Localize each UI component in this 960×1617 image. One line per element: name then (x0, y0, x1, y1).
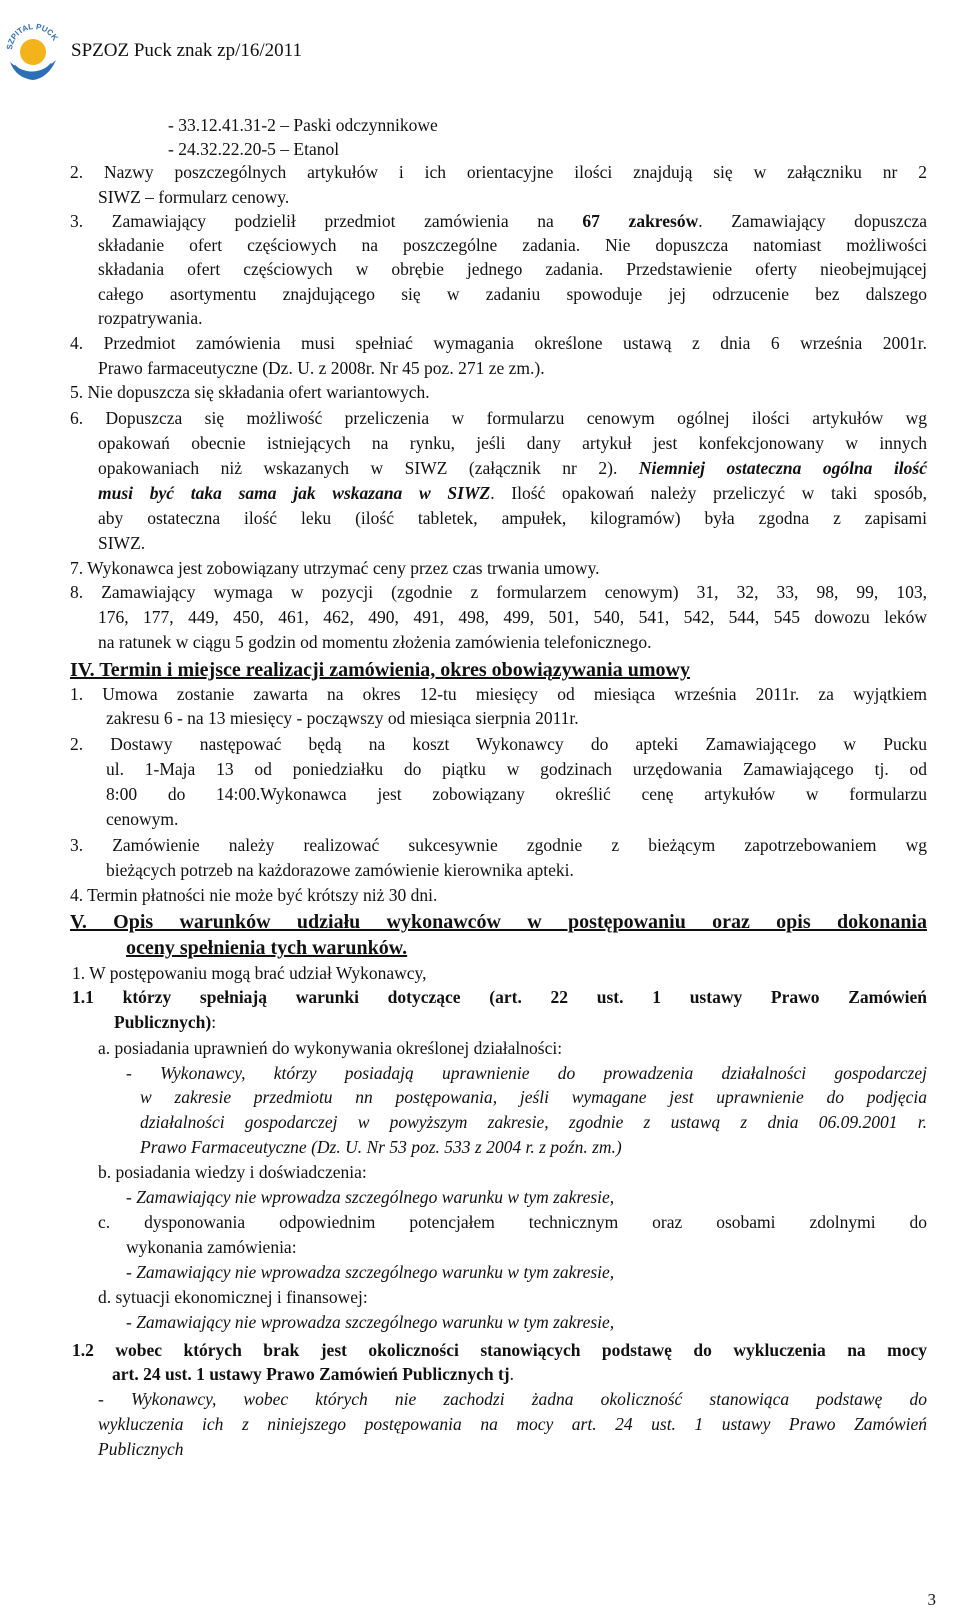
text-segment: - Wykonawcy, wobec których nie zachodzi żadna okoliczność stanowiąca podstawę do (98, 1389, 927, 1409)
text-line (126, 1262, 614, 1282)
text-line (70, 684, 927, 704)
text-line (70, 162, 927, 182)
text-line (70, 885, 437, 905)
text-segment: na ratunek w ciągu 5 godzin od momentu złożenia zamówienia telefonicznego. (98, 632, 652, 652)
text-segment: 1. Umowa zostanie zawarta na okres 12-tu miesięcy od miesiąca września 2011r. za wyjątkiem (70, 684, 927, 704)
text-segment: 1.1 którzy spełniają warunki dotyczące (art. 22 ust. 1 ustawy Prawo Zamówień (72, 987, 927, 1007)
text-segment: 67 zakresów (582, 211, 699, 231)
text-line (98, 533, 145, 553)
text-line (70, 211, 927, 231)
text-segment: wykluczenia ich z niniejszego postępowania na mocy art. 24 ust. 1 ustawy Prawo Zamówień (98, 1414, 927, 1434)
text-segment: Publicznych (98, 1439, 184, 1459)
logo-text: SZPITAL PUCK (4, 22, 60, 51)
text-segment: b. posiadania wiedzy i doświadczenia: (98, 1162, 367, 1182)
text-segment: Niemniej ostateczna ogólna ilość (638, 458, 927, 478)
text-line (70, 582, 927, 602)
text-segment: 8:00 do 14:00.Wykonawca jest zobowiązany określić cenę artykułów w formularzu (106, 784, 927, 804)
header-title: SPZOZ Puck znak zp/16/2011 (71, 40, 302, 61)
text-line (98, 308, 202, 328)
text-line (98, 259, 927, 279)
text-line (126, 1187, 614, 1207)
text-line (98, 1389, 927, 1409)
text-line (98, 1162, 367, 1182)
text-line (72, 987, 927, 1007)
page-header (0, 0, 960, 92)
text-segment: SIWZ – formularz cenowy. (98, 187, 290, 207)
text-line (126, 1237, 297, 1257)
page-number: 3 (927, 1590, 936, 1609)
text-line (98, 235, 927, 255)
text-segment: składania ofert częściowych w obrębie jednego zadania. Przedstawienie oferty nieobejmującej (98, 259, 927, 279)
text-line (140, 1137, 622, 1157)
text-segment: składanie ofert częściowych na poszczególne zadania. Nie dopuszcza natomiast możliwości (98, 235, 927, 255)
text-segment: - 33.12.41.31-2 – Paski odczynnikowe (168, 115, 438, 135)
text-line (70, 910, 927, 934)
text-segment: - 24.32.22.20-5 – Etanol (168, 139, 340, 159)
text-line (98, 1287, 368, 1307)
text-line (98, 358, 545, 378)
text-line (140, 1112, 927, 1132)
text-segment: 176, 177, 449, 450, 461, 462, 490, 491, 498, 499, 501, 540, 541, 542, 544, 545 dowozu leków (98, 607, 927, 627)
text-line (126, 1063, 927, 1083)
text-segment: d. sytuacji ekonomicznej i finansowej: (98, 1287, 368, 1307)
text-segment: wykonania zamówienia: (126, 1237, 297, 1257)
text-segment: Prawo farmaceutyczne (Dz. U. z 2008r. Nr 45 poz. 271 ze zm.). (98, 358, 545, 378)
text-line (98, 483, 927, 503)
text-line (106, 708, 579, 728)
text-line (140, 1087, 927, 1107)
text-line (98, 284, 927, 304)
text-line (98, 1439, 184, 1459)
text-line (168, 139, 339, 159)
text-segment: opakowaniach niż wskazanych w SIWZ (załącznik nr 2). (98, 458, 639, 478)
text-line (112, 1364, 514, 1384)
text-line (70, 658, 813, 682)
text-segment: Publicznych) (114, 1012, 212, 1032)
text-line (114, 1012, 216, 1032)
text-segment: cenowym. (106, 809, 179, 829)
text-segment: 5. Nie dopuszcza się składania ofert wariantowych. (70, 382, 430, 402)
text-line (98, 1414, 927, 1434)
text-line (98, 632, 651, 652)
text-line (126, 1312, 614, 1332)
text-segment: 1.2 wobec których brak jest okoliczności stanowiących podstawę do wykluczenia na mocy (72, 1340, 927, 1360)
text-line (106, 809, 178, 829)
text-line (168, 115, 438, 135)
text-line (70, 408, 927, 428)
text-line (98, 508, 927, 528)
text-line (72, 1340, 927, 1360)
text-segment: - Wykonawcy, którzy posiadają uprawnienie do prowadzenia działalności gospodarczej (126, 1063, 927, 1083)
text-segment: musi być taka sama jak wskazana w SIWZ (98, 483, 491, 503)
text-segment: a. posiadania uprawnień do wykonywania określonej działalności: (98, 1038, 563, 1058)
text-segment: 4. Przedmiot zamówienia musi spełniać wymagania określone ustawą z dnia 6 września 2001r. (70, 333, 927, 353)
text-segment: rozpatrywania. (98, 308, 203, 328)
text-line (106, 860, 574, 880)
text-segment: 3. Zamówienie należy realizować sukcesywnie zgodnie z bieżącym zapotrzebowaniem wg (70, 835, 927, 855)
text-segment: V. Opis warunków udziału wykonawców w postępowaniu oraz opis dokonania (70, 911, 927, 933)
text-segment: c. dysponowania odpowiednim potencjałem technicznym oraz osobami zdolnymi do (98, 1212, 927, 1232)
text-line (106, 759, 927, 779)
text-line (70, 734, 927, 754)
text-segment: 8. Zamawiający wymaga w pozycji (zgodnie z formularzem cenowym) 31, 32, 33, 98, 99, 103, (70, 582, 927, 602)
text-segment: . (509, 1364, 514, 1384)
text-line (70, 382, 430, 402)
text-segment: bieżących potrzeb na każdorazowe zamówienie kierownika apteki. (106, 860, 574, 880)
text-segment: Prawo Farmaceutyczne (Dz. U. Nr 53 poz. 533 z 2004 r. z poźn. zm.) (140, 1137, 622, 1157)
text-segment: : (211, 1012, 217, 1032)
text-segment: - Zamawiający nie wprowadza szczególnego warunku w tym zakresie, (126, 1312, 615, 1332)
text-segment: . Ilość opakowań należy przeliczyć w taki sposób, (490, 483, 927, 503)
text-segment: działalności gospodarczej w powyższym zakresie, zgodnie z ustawą z dnia 06.09.2001 r. (140, 1112, 927, 1132)
text-line (98, 1038, 562, 1058)
text-line (126, 936, 407, 960)
text-segment: - Zamawiający nie wprowadza szczególnego warunku w tym zakresie, (126, 1262, 615, 1282)
text-line (70, 333, 927, 353)
text-segment: 3. Zamawiający podzielił przedmiot zamówienia na (70, 211, 583, 231)
text-segment: zakresu 6 - na 13 miesięcy - począwszy od miesiąca sierpnia 2011r. (106, 708, 579, 728)
text-segment: aby ostateczna ilość leku (ilość tabletek, ampułek, kilogramów) była zgodna z zapisami (98, 508, 927, 528)
text-segment: - Zamawiający nie wprowadza szczególnego warunku w tym zakresie, (126, 1187, 615, 1207)
text-segment: 1. W postępowaniu mogą brać udział Wykonawcy, (72, 963, 427, 983)
text-segment: oceny spełnienia tych warunków. (126, 937, 408, 959)
text-segment: ul. 1-Maja 13 od poniedziałku do piątku w godzinach urzędowania Zamawiającego tj. od (106, 759, 927, 779)
text-line (70, 558, 600, 578)
text-segment: 7. Wykonawca jest zobowiązany utrzymać ceny przez czas trwania umowy. (70, 558, 600, 578)
text-line (98, 607, 927, 627)
text-segment: 2. Nazwy poszczególnych artykułów i ich orientacyjne ilości znajdują się w załączniku nr 2 (70, 162, 927, 182)
text-segment: IV. Termin i miejsce realizacji zamówienia, okres obowiązywania umowy (70, 659, 690, 681)
text-segment: 6. Dopuszcza się możliwość przeliczenia w formularzu cenowym ogólnej ilości artykułów wg (70, 408, 927, 428)
text-line (98, 187, 289, 207)
text-segment: 4. Termin płatności nie może być krótszy niż 30 dni. (70, 885, 438, 905)
text-segment: opakowań obecnie istniejących na rynku, jeśli dany artykuł jest konfekcjonowany w innych (98, 433, 927, 453)
hospital-logo (4, 2, 62, 88)
text-line (98, 1212, 927, 1232)
text-line (70, 835, 927, 855)
text-segment: art. 24 ust. 1 ustawy Prawo Zamówień Publicznych tj (112, 1364, 510, 1384)
text-segment: 2. Dostawy następować będą na koszt Wykonawcy do apteki Zamawiającego w Pucku (70, 734, 927, 754)
text-segment: w zakresie przedmiotu nn postępowania, jeśli wymagane jest uprawnienie do podjęcia (140, 1087, 927, 1107)
text-line (72, 963, 427, 983)
text-line (106, 784, 927, 804)
text-segment: SIWZ. (98, 533, 146, 553)
text-segment: całego asortymentu znajdującego się w zadaniu spowoduje jej odrzucenie bez dalszego (98, 284, 927, 304)
text-segment: . Zamawiający dopuszcza (698, 211, 928, 231)
text-line (98, 433, 927, 453)
text-line (98, 458, 927, 478)
